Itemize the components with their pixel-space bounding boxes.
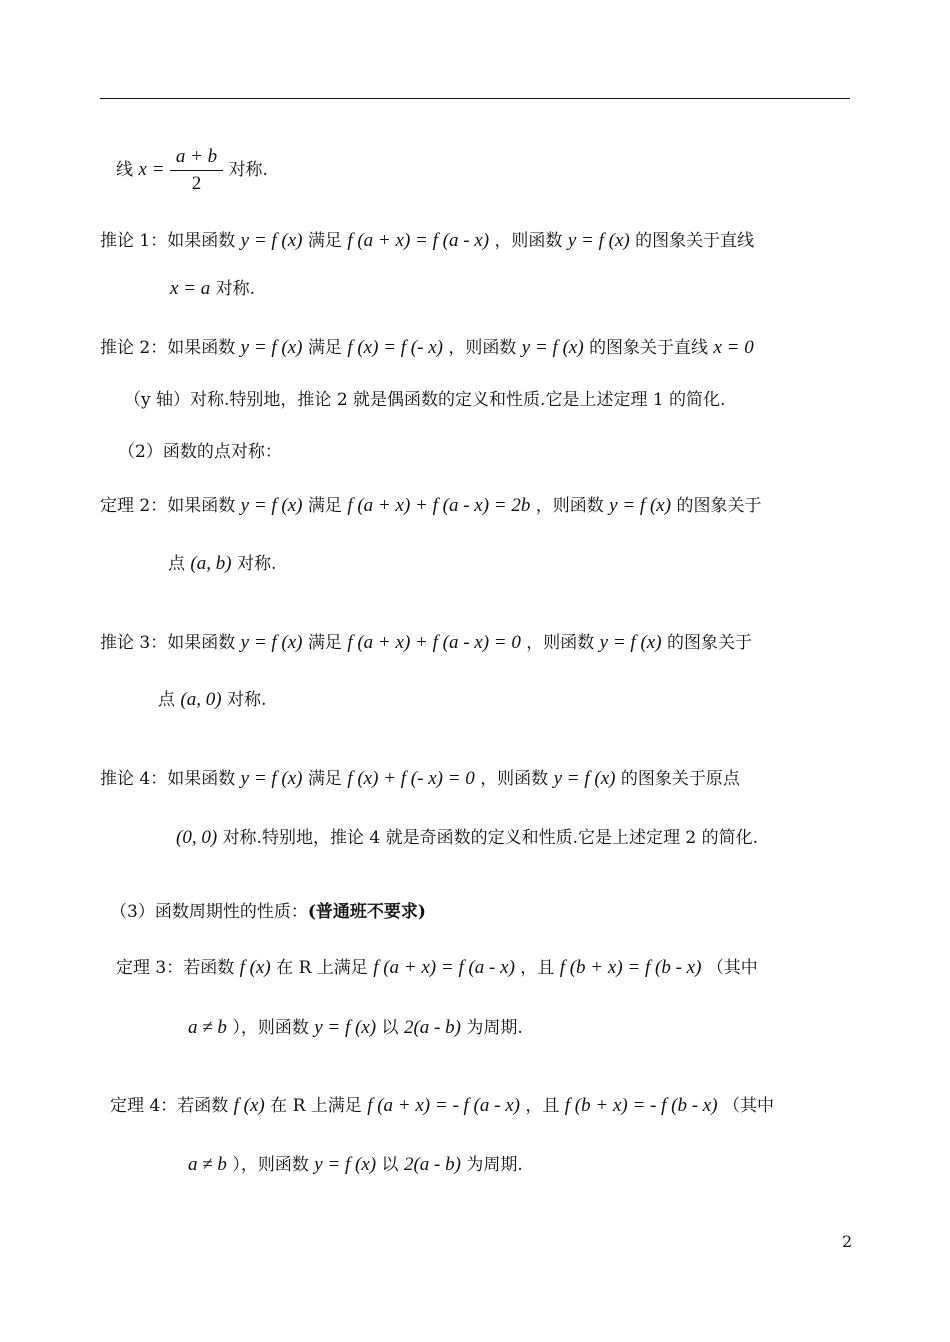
math: (a, 0) — [180, 689, 222, 710]
math: y = f (x) — [553, 768, 616, 789]
math: f (a + x) = f (a - x) — [373, 957, 515, 978]
text: 的图象关于原点 — [620, 769, 740, 789]
page-number: 2 — [842, 1232, 853, 1251]
text: 推论 1：如果函数 — [100, 231, 236, 251]
math: y = f (x) — [240, 495, 303, 516]
text: 在 R 上满足 — [270, 1096, 362, 1116]
text: 推论 4：如果函数 — [100, 769, 236, 789]
text: 推论 3：如果函数 — [100, 633, 236, 653]
math: (a, b) — [190, 553, 232, 574]
math: y = f (x) — [599, 632, 662, 653]
continuation-suffix: 对称. — [228, 160, 268, 180]
theorem2-line2 — [168, 552, 276, 576]
math: f (b + x) = f (b - x) — [559, 957, 702, 978]
text: 满足 — [307, 769, 342, 789]
fraction — [170, 144, 223, 197]
text: 定理 4：若函数 — [110, 1096, 229, 1116]
math: f (x) + f (- x) = 0 — [347, 768, 475, 789]
text: 满足 — [307, 633, 342, 653]
text: 以 — [381, 1155, 399, 1175]
text: 的图象关于直线 — [589, 338, 709, 358]
text: 以 — [381, 1018, 399, 1038]
math: (0, 0) — [176, 827, 218, 848]
math: f (x) — [239, 957, 271, 978]
math: y = f (x) — [314, 1017, 377, 1038]
text: 定理 2：如果函数 — [100, 496, 236, 516]
corollary2-line2: （y 轴）对称.特别地，推论 2 就是偶函数的定义和性质.它是上述定理 1 的简化. — [124, 390, 726, 410]
math: a ≠ b — [188, 1154, 227, 1175]
math: f (x) = f (- x) — [347, 337, 443, 358]
text: 为周期. — [466, 1155, 523, 1175]
theorem4-line1 — [110, 1094, 774, 1118]
bold-note: (普通班不要求) — [307, 902, 426, 922]
text: ，则函数 — [448, 338, 517, 358]
math: y = f (x) — [240, 230, 303, 251]
text: 推论 2：如果函数 — [100, 338, 236, 358]
text: 对称.特别地，推论 4 就是奇函数的定义和性质.它是上述定理 2 的简化. — [222, 828, 759, 848]
text: 定理 3：若函数 — [116, 958, 235, 978]
continuation-prefix: 线 — [116, 160, 133, 180]
corollary3-line2 — [158, 688, 266, 712]
text: 满足 — [307, 496, 342, 516]
text: ，则函数 — [535, 496, 604, 516]
theorem3-line2 — [188, 1016, 523, 1040]
corollary1-line2 — [170, 277, 255, 301]
text: ，则函数 — [494, 231, 563, 251]
corollary4-line2 — [176, 826, 758, 850]
text: ，且 — [520, 958, 555, 978]
text: 为周期. — [466, 1018, 523, 1038]
math: f (a + x) + f (a - x) = 0 — [347, 632, 521, 653]
text: 对称. — [236, 554, 277, 574]
section3-heading — [110, 900, 426, 924]
continuation-line — [116, 144, 268, 197]
text: （其中 — [706, 958, 758, 978]
math: f (a + x) = f (a - x) — [347, 230, 490, 251]
text: ），则函数 — [232, 1018, 309, 1038]
theorem2-line1 — [100, 494, 761, 518]
text: ），则函数 — [232, 1155, 309, 1175]
text: （3）函数周期性的性质： — [110, 902, 308, 922]
text: ，则函数 — [526, 633, 595, 653]
math: y = f (x) — [609, 495, 672, 516]
math: f (x) — [233, 1095, 265, 1116]
text: 对称. — [226, 690, 267, 710]
text: 满足 — [307, 338, 342, 358]
math: y = f (x) — [240, 337, 303, 358]
theorem4-line2 — [188, 1153, 523, 1177]
math: y = f (x) — [567, 230, 630, 251]
math: f (a + x) = - f (a - x) — [367, 1095, 520, 1116]
text: 的图象关于直线 — [635, 231, 755, 251]
math: y = f (x) — [240, 632, 303, 653]
text: 的图象关于 — [676, 496, 762, 516]
section2-heading: （2）函数的点对称： — [118, 442, 282, 462]
fraction-numerator: a + b — [170, 144, 223, 171]
text: 点 — [158, 690, 175, 710]
header-rule — [100, 98, 850, 99]
math: x = a — [170, 278, 211, 299]
continuation-math: x = — [138, 159, 165, 180]
text: 满足 — [307, 231, 342, 251]
corollary2-line1 — [100, 336, 754, 360]
corollary4-line1 — [100, 767, 740, 791]
text: 在 R 上满足 — [276, 958, 368, 978]
math: y = f (x) — [240, 768, 303, 789]
math: y = f (x) — [314, 1154, 377, 1175]
math: x = 0 — [713, 337, 754, 358]
math: f (b + x) = - f (b - x) — [564, 1095, 718, 1116]
text: ，且 — [525, 1096, 560, 1116]
text: ，则函数 — [480, 769, 549, 789]
math: y = f (x) — [521, 337, 584, 358]
fraction-denominator: 2 — [191, 173, 202, 194]
text: （其中 — [722, 1096, 774, 1116]
math: 2(a - b) — [403, 1017, 461, 1038]
theorem3-line1 — [116, 956, 758, 980]
corollary1-line1 — [100, 229, 754, 253]
text: 对称. — [215, 279, 256, 299]
text: 的图象关于 — [666, 633, 752, 653]
math: f (a + x) + f (a - x) = 2b — [347, 495, 531, 516]
math: 2(a - b) — [403, 1154, 461, 1175]
corollary3-line1 — [100, 631, 752, 655]
math: a ≠ b — [188, 1017, 227, 1038]
text: 点 — [168, 554, 185, 574]
